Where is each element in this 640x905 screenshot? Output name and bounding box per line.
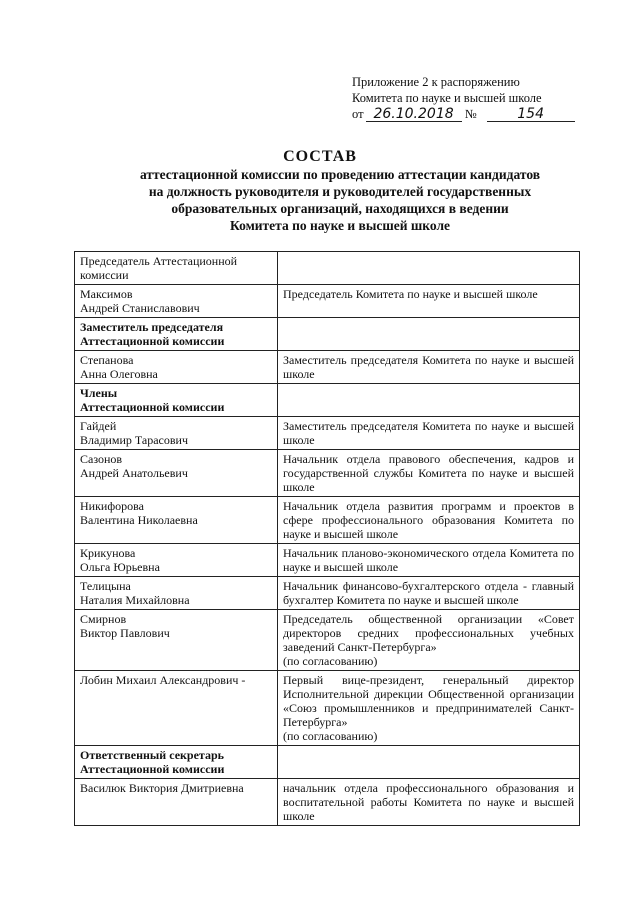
member-name: Степанова Анна Олеговна: [75, 351, 278, 384]
member-row: [75, 544, 580, 577]
section-title: Ответственный секретарь Аттестационной комиссии: [75, 746, 278, 779]
handwritten-date: 26.10.2018: [366, 107, 462, 122]
member-row: [75, 417, 580, 450]
section-row: [75, 318, 580, 351]
member-role: [278, 746, 580, 779]
member-role: Начальник планово-экономического отдела Комитета по науке и высшей школе: [278, 544, 580, 577]
member-role: Начальник отдела развития программ и проектов в сфере профессионального образования Комитета по науке и высшей школе: [278, 497, 580, 544]
member-role: Заместитель председателя Комитета по науке и высшей школе: [278, 417, 580, 450]
section-title: Председатель Аттестационной комиссии: [75, 252, 278, 285]
member-role: Начальник отдела правового обеспечения, кадров и государственной службы Комитета по науке и высшей школе: [278, 450, 580, 497]
member-row: [75, 450, 580, 497]
member-row: [75, 779, 580, 826]
member-role: [278, 252, 580, 285]
handwritten-number: 154: [487, 107, 575, 122]
subtitle-line-2: на должность руководителя и руководителей государственных: [148, 184, 532, 199]
appendix-block: [352, 74, 582, 122]
document-title: СОСТАВ: [283, 148, 357, 165]
subtitle-line-3: образовательных организаций, находящихся в ведении: [171, 201, 509, 216]
member-row: [75, 351, 580, 384]
member-name: Василюк Виктория Дмитриевна: [75, 779, 278, 826]
member-name: Максимов Андрей Станиславович: [75, 285, 278, 318]
member-role: Первый вице-президент, генеральный директор Исполнительной дирекции Общественной организации «Союз промышленников и предпринимателей Санкт-Петербурга» (по согласованию): [278, 671, 580, 746]
member-role: Председатель общественной организации «Совет директоров средних профессиональных учебных заведений Санкт-Петербурга» (по согласованию): [278, 610, 580, 671]
member-role: [278, 318, 580, 351]
member-row: [75, 497, 580, 544]
member-name: Смирнов Виктор Павлович: [75, 610, 278, 671]
commission-table: [74, 251, 580, 826]
member-name: Гайдей Владимир Тарасович: [75, 417, 278, 450]
section-title: Члены Аттестационной комиссии: [75, 384, 278, 417]
member-name: Крикунова Ольга Юрьевна: [75, 544, 278, 577]
member-role: Заместитель председателя Комитета по науке и высшей школе: [278, 351, 580, 384]
date-prefix: от: [352, 107, 364, 121]
number-prefix: №: [464, 107, 477, 121]
commission-table-body: [75, 252, 580, 826]
subtitle-line-4: Комитета по науке и высшей школе: [229, 218, 451, 233]
document-subtitle: [90, 166, 590, 234]
member-row: [75, 610, 580, 671]
member-role: начальник отдела профессионального образования и воспитательной работы Комитета по науке и высшей школе: [278, 779, 580, 826]
member-row: [75, 285, 580, 318]
section-row: [75, 384, 580, 417]
member-role: Председатель Комитета по науке и высшей школе: [278, 285, 580, 318]
member-name: Телицына Наталия Михайловна: [75, 577, 278, 610]
member-row: [75, 671, 580, 746]
appendix-line-2: Комитета по науке и высшей школе: [352, 91, 542, 105]
member-role: Начальник финансово-бухгалтерского отдела - главный бухгалтер Комитета по науке и высшей школе: [278, 577, 580, 610]
section-row: [75, 746, 580, 779]
appendix-date-row: [352, 106, 582, 122]
member-row: [75, 577, 580, 610]
subtitle-line-1: аттестационной комиссии по проведению аттестации кандидатов: [139, 167, 541, 182]
member-role: [278, 384, 580, 417]
section-row: [75, 252, 580, 285]
appendix-line-1: Приложение 2 к распоряжению: [352, 75, 520, 89]
member-name: Никифорова Валентина Николаевна: [75, 497, 278, 544]
member-name: Сазонов Андрей Анатольевич: [75, 450, 278, 497]
member-name: Лобин Михаил Александрович -: [75, 671, 278, 746]
section-title: Заместитель председателя Аттестационной комиссии: [75, 318, 278, 351]
